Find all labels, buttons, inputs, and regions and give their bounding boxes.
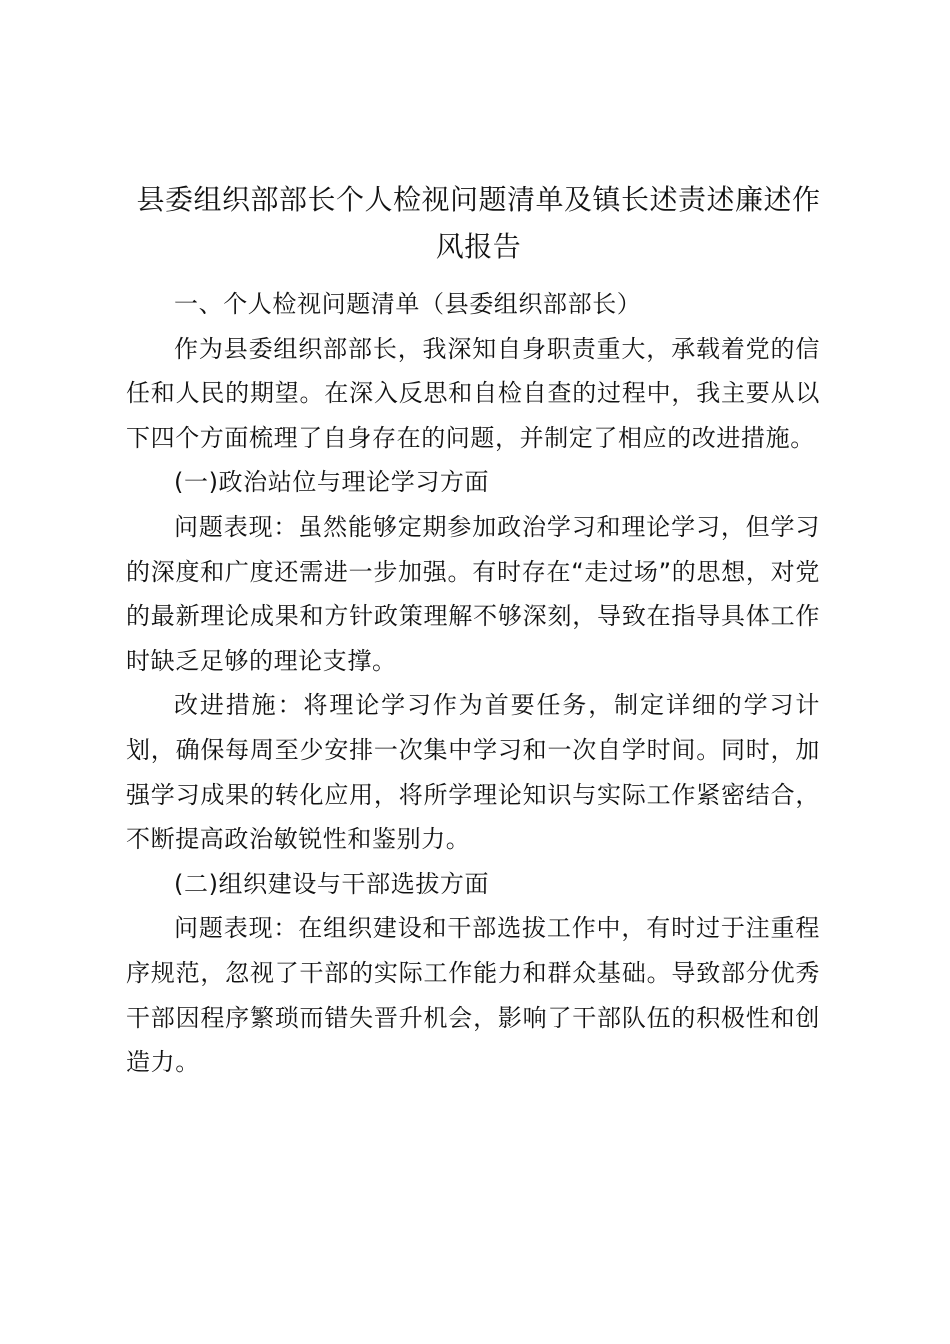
subsection-heading-political-study: (一)政治站位与理论学习方面: [174, 468, 490, 497]
measures-paragraph-political-study: 改进措施：将理论学习作为首要任务，制定详细的学习计划，确保每周至少安排一次集中学习和一次自学时间。同时，加强学习成果的转化应用，将所学理论知识与实际工作紧密结合，不断提高政治敏锐性和鉴别力。: [126, 691, 820, 854]
intro-paragraph: 作为县委组织部部长，我深知自身职责重大，承载着党的信任和人民的期望。在深入反思和自检自查的过程中，我主要从以下四个方面梳理了自身存在的问题，并制定了相应的改进措施。: [126, 334, 820, 452]
problem-paragraph-organization: 问题表现：在组织建设和干部选拔工作中，有时过于注重程序规范，忽视了干部的实际工作能力和群众基础。导致部分优秀干部因程序繁琐而错失晋升机会，影响了干部队伍的积极性和创造力。: [126, 914, 820, 1077]
section-heading-checklist: 一、个人检视问题清单（县委组织部部长）: [174, 290, 642, 318]
problem-paragraph-political-study: 问题表现：虽然能够定期参加政治学习和理论学习，但学习的深度和广度还需进一步加强。有时存在“走过场”的思想，对党的最新理论成果和方针政策理解不够深刻，导致在指导具体工作时缺乏足够的理论支撑。: [126, 512, 820, 675]
subsection-heading-organization: (二)组织建设与干部选拔方面: [174, 869, 490, 898]
document-title: 县委组织部部长个人检视问题清单及镇长述责述廉述作风报告: [136, 183, 821, 263]
document-body: [126, 282, 820, 1085]
